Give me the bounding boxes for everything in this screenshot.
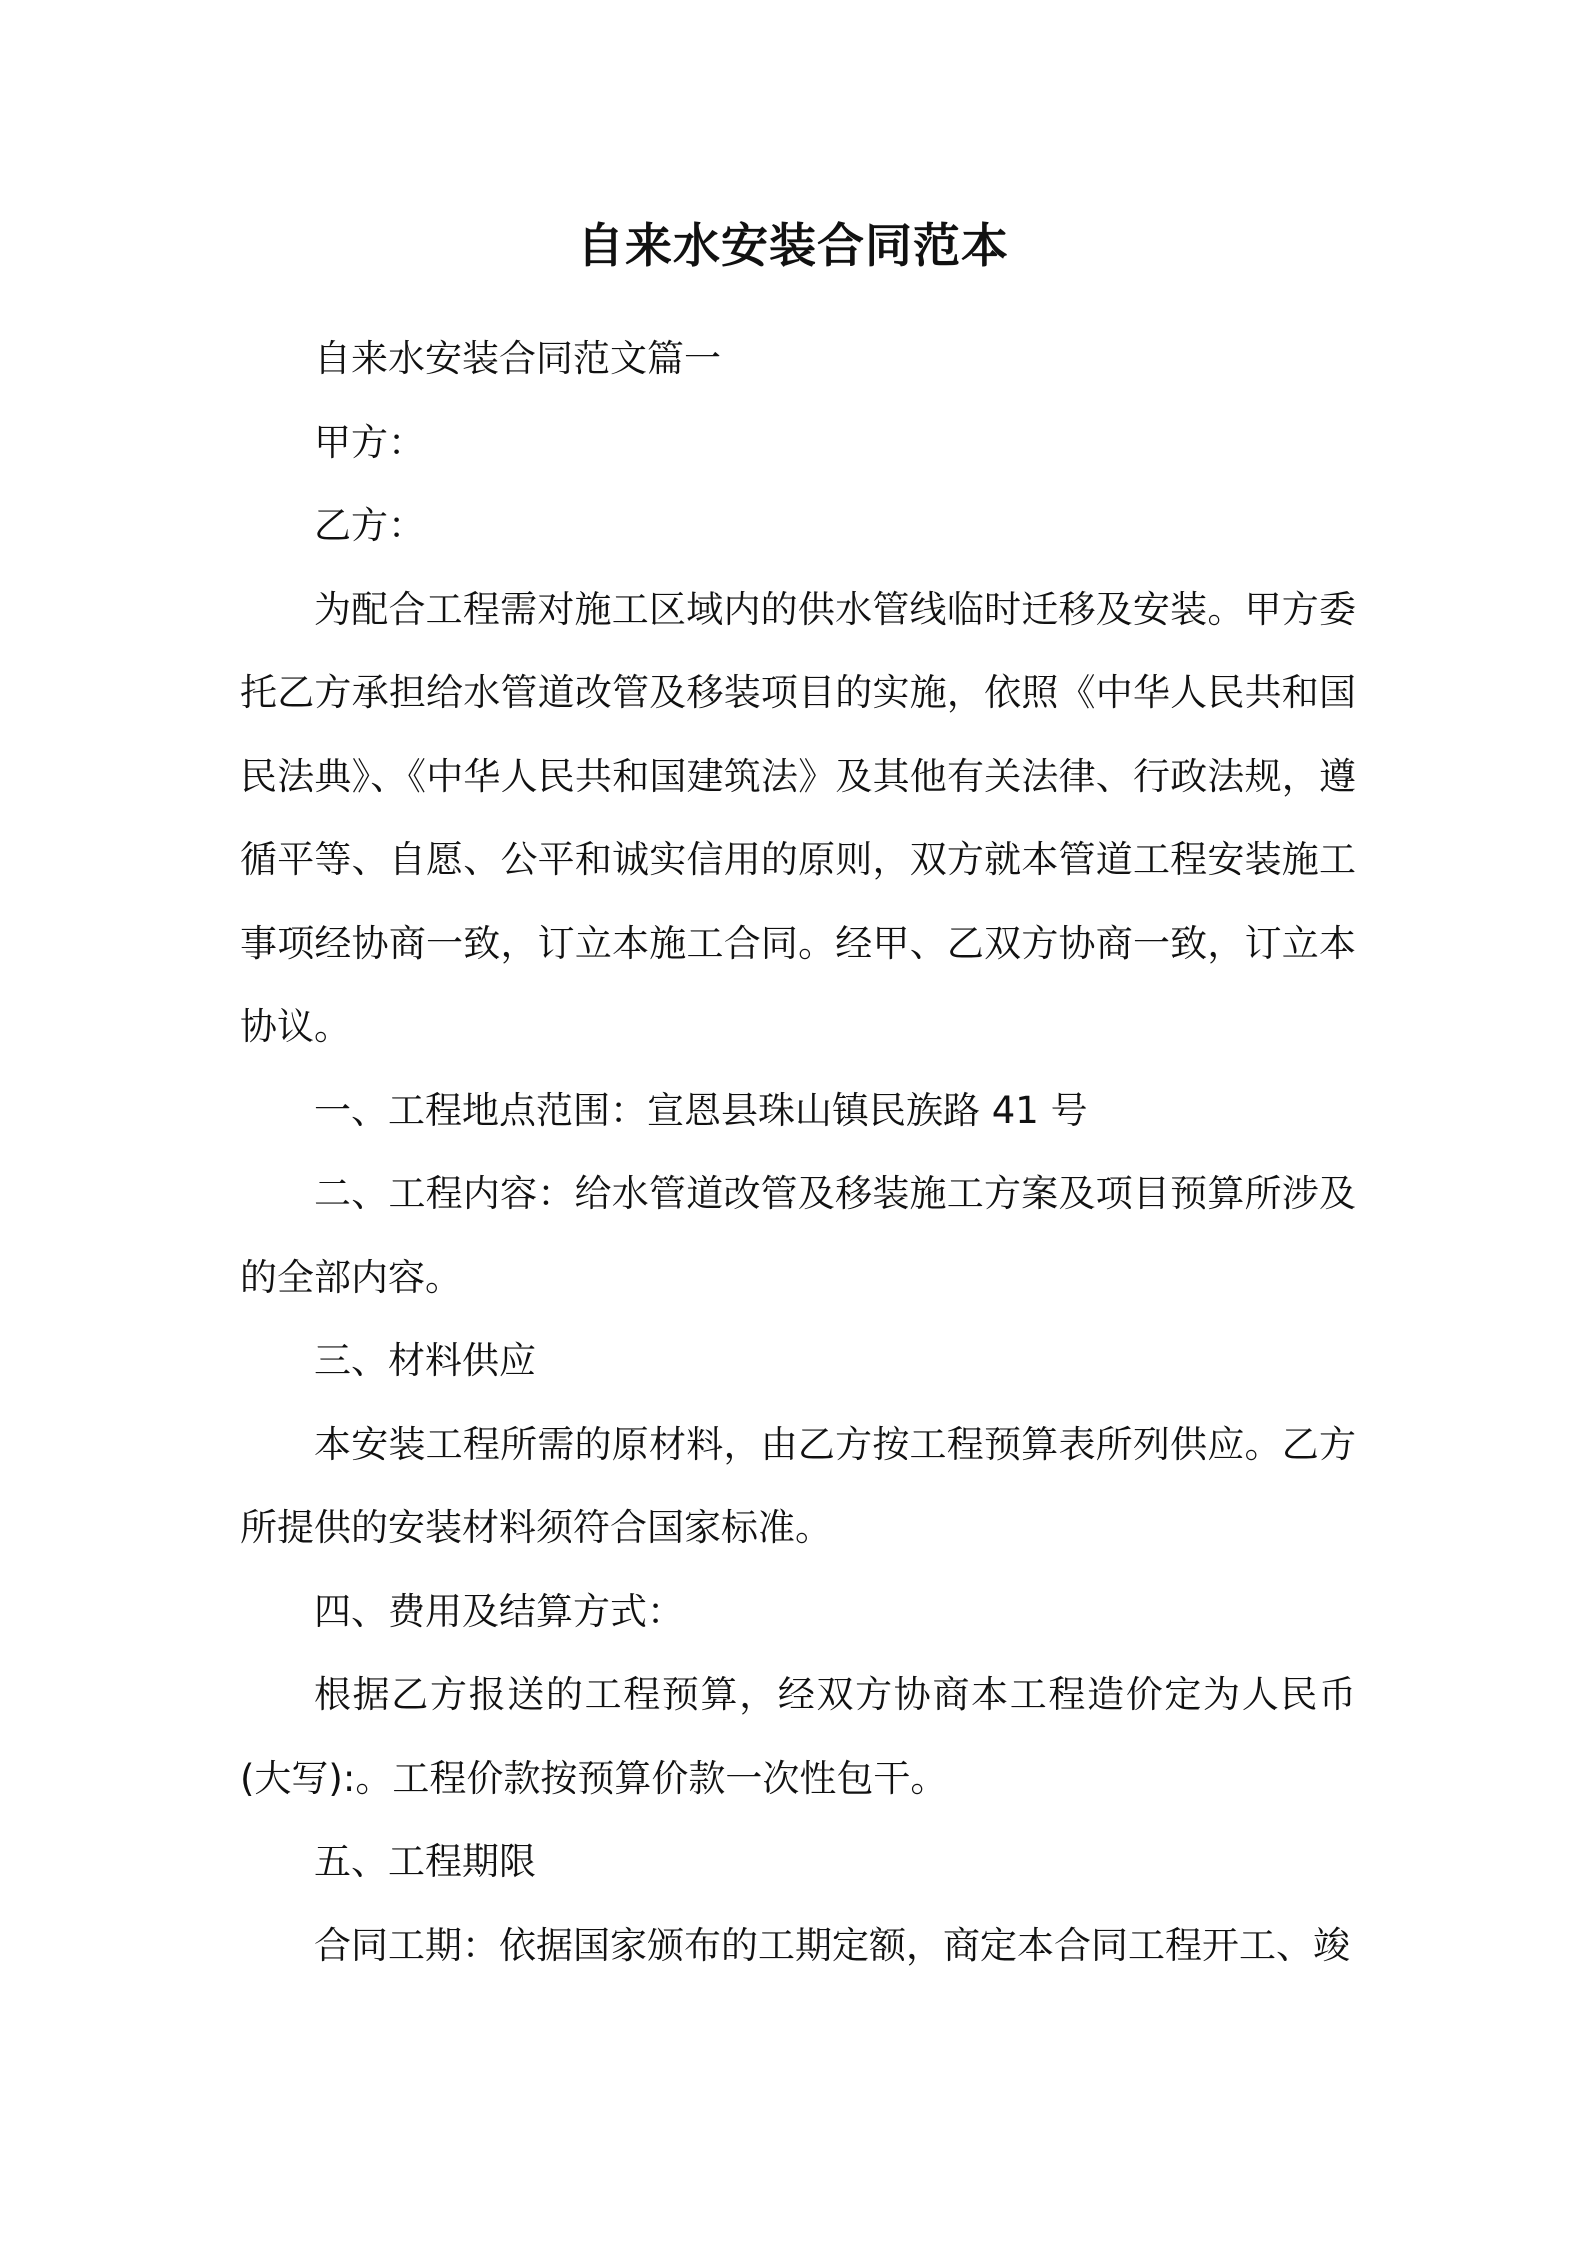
paragraph-section-content: 二、工程内容：给水管道改管及移装施工方案及项目预算所涉及的全部内容。 bbox=[240, 1172, 1356, 1299]
paragraph-section-fees: 四、费用及结算方式： bbox=[314, 1589, 684, 1633]
paragraph-subtitle: 自来水安装合同范文篇一 bbox=[314, 337, 721, 380]
paragraph-party-b: 乙方： bbox=[314, 504, 425, 547]
paragraph-materials-text: 本安装工程所需的原材料，由乙方按工程预算表所列供应。乙方所提供的安装材料须符合国家标准。 bbox=[240, 1422, 1356, 1549]
document-body bbox=[240, 317, 1356, 1987]
paragraph-term-text: 合同工期：依据国家颁布的工期定额，商定本合同工程开工、竣 bbox=[314, 1923, 1350, 1967]
document-title: 自来水安装合同范本 bbox=[577, 219, 1009, 274]
paragraph-fees-text: 根据乙方报送的工程预算，经双方协商本工程造价定为人民币(大写):。工程价款按预算价款一次性包干。 bbox=[240, 1673, 1356, 1800]
paragraph-section-materials: 三、材料供应 bbox=[314, 1339, 536, 1382]
paragraph-section-term: 五、工程期限 bbox=[314, 1840, 536, 1883]
paragraph-party-a: 甲方： bbox=[314, 420, 425, 464]
paragraph-preamble: 为配合工程需对施工区域内的供水管线临时迁移及安装。甲方委托乙方承担给水管道改管及移装项目的实施，依照《中华人民共和国民法典》、《中华人民共和国建筑法》及其他有关法律、行政法规，遵循平等、自愿、公平和诚实信用的原则，双方就本管道工程安装施工事项经协商一致，订立本施工合同。经甲、乙双方协商一致，订立本协议。 bbox=[240, 587, 1356, 1048]
paragraph-section-location: 一、工程地点范围：宣恩县珠山镇民族路 41 号 bbox=[314, 1088, 1088, 1132]
